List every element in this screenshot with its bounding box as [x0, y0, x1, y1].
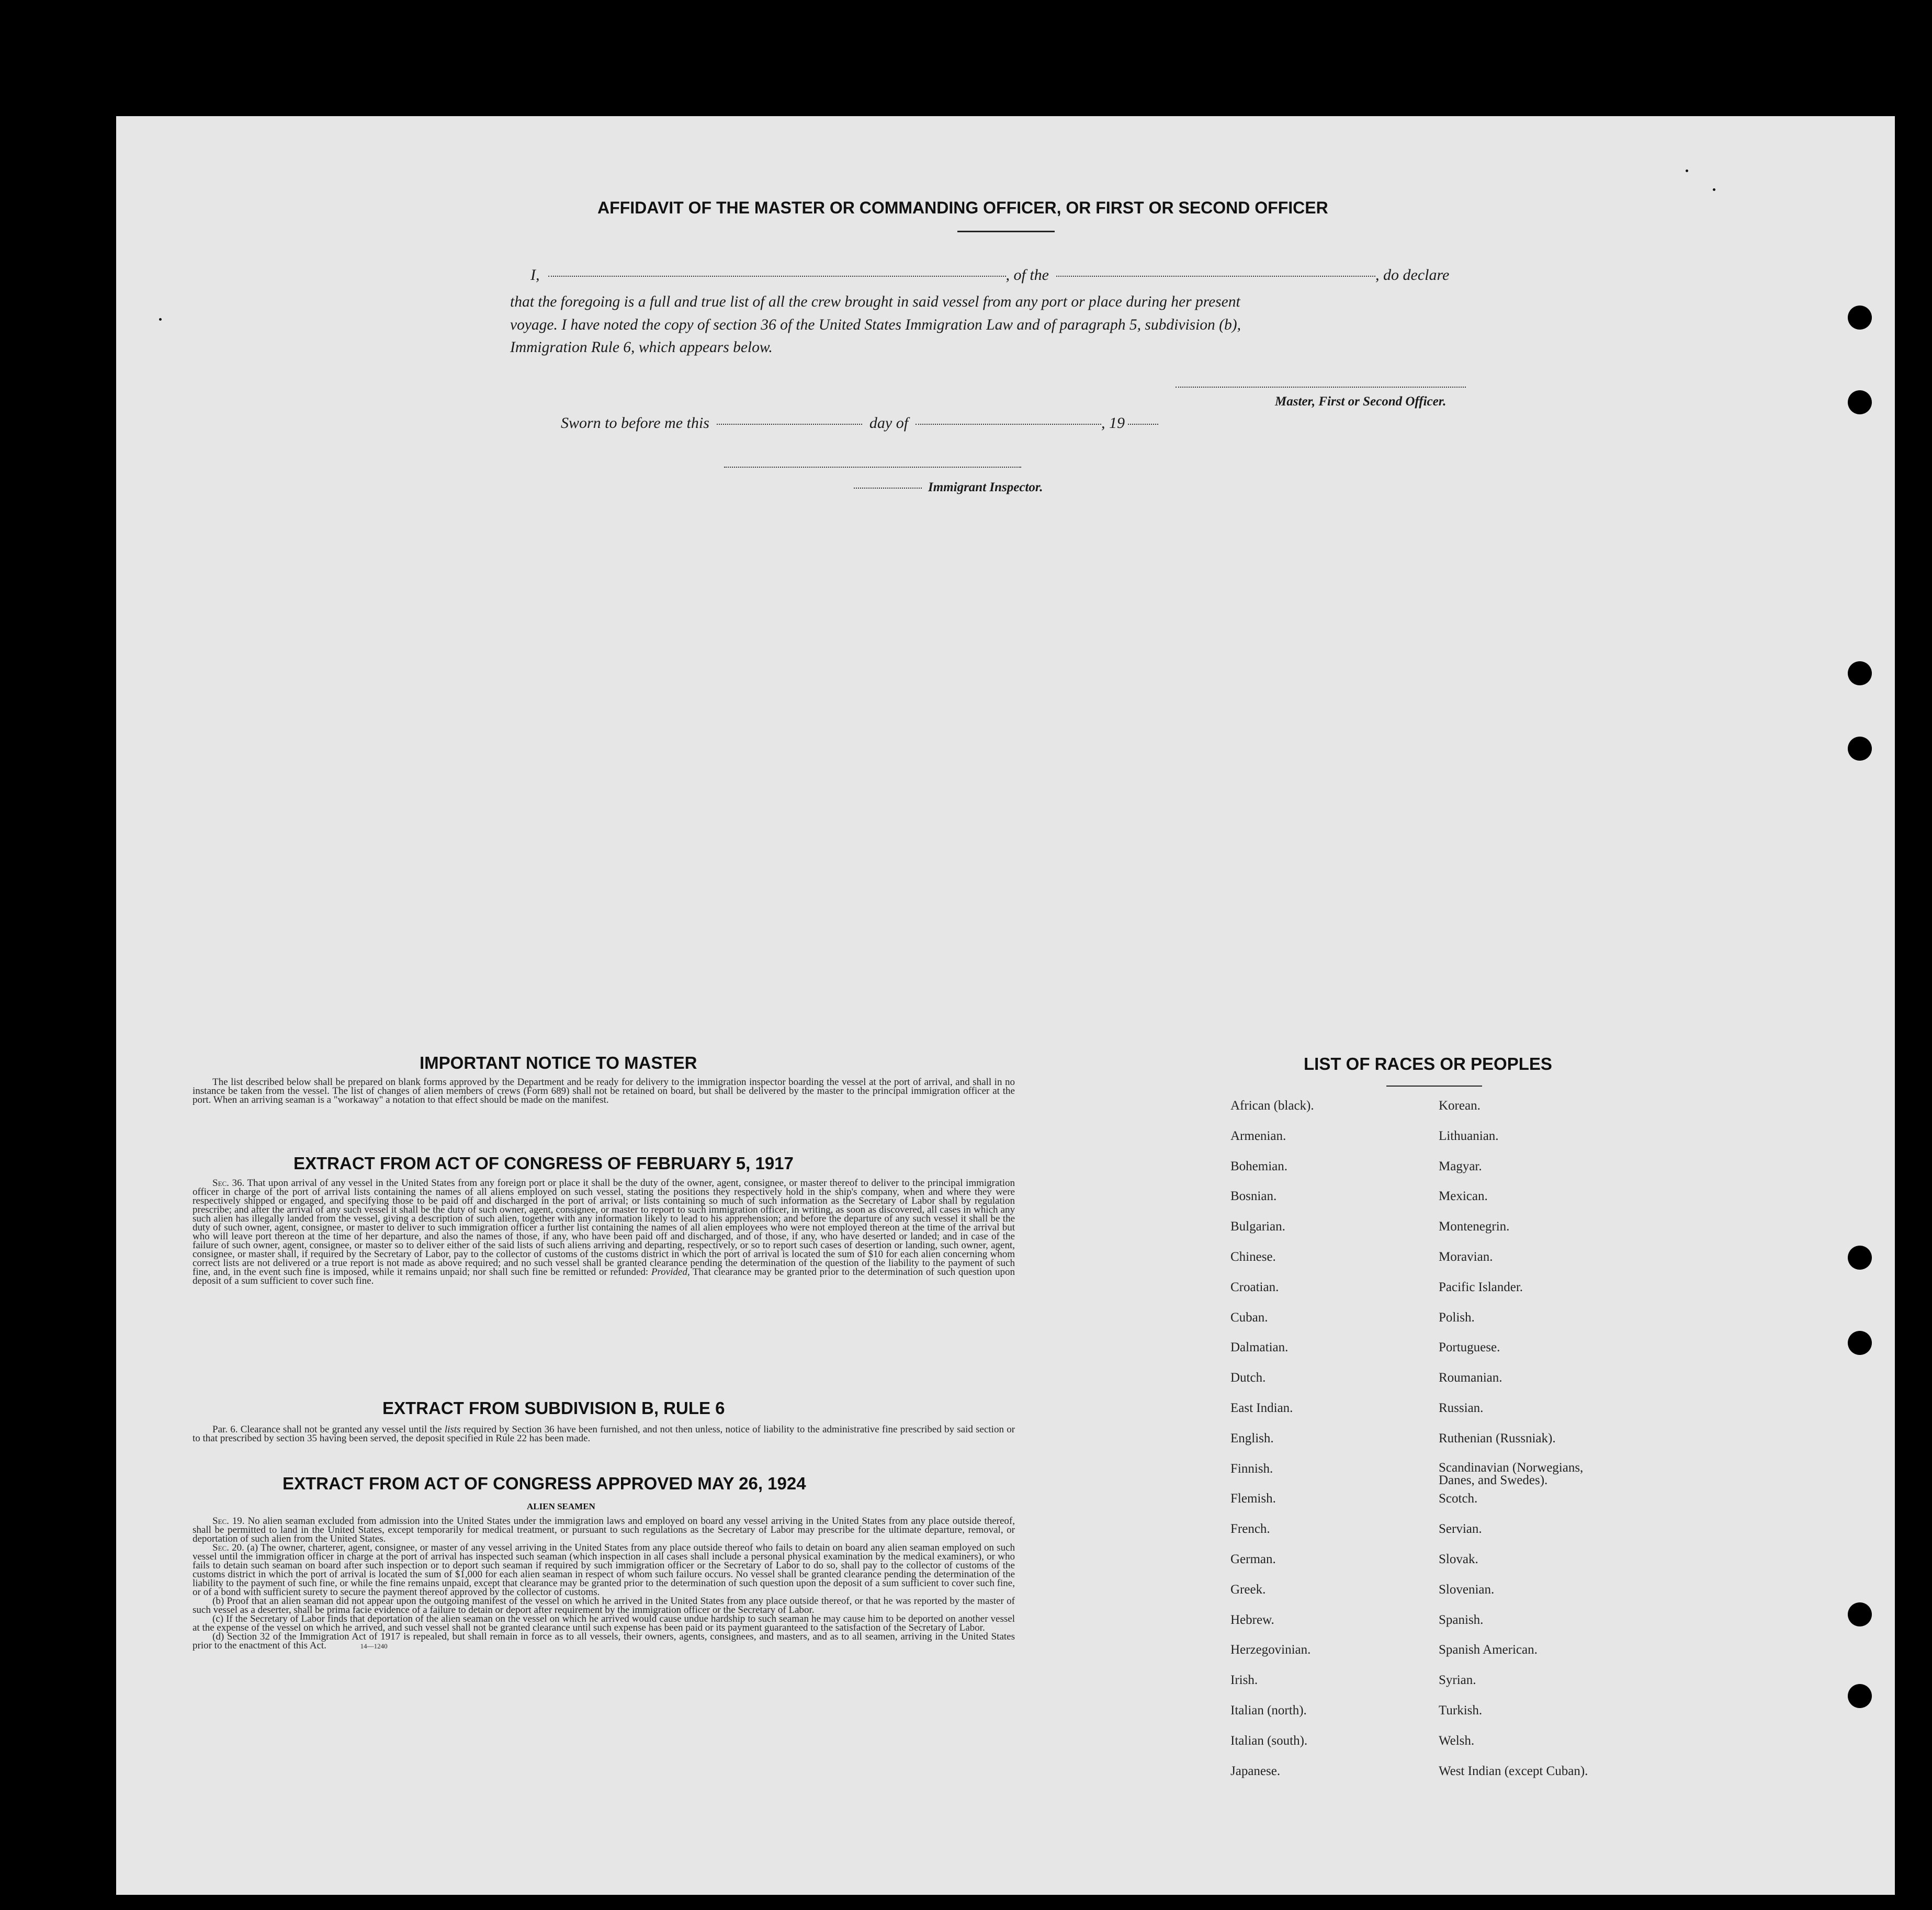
race-item: German. — [1230, 1552, 1276, 1566]
binder-hole — [1848, 1246, 1872, 1270]
sworn-year-field[interactable] — [1128, 424, 1158, 425]
sworn-month-field[interactable] — [916, 424, 1101, 425]
par-6-text-before: Par. 6. Clearance shall not be granted any vessel until the — [212, 1424, 442, 1435]
race-item: Welsh. — [1439, 1733, 1475, 1748]
race-item: Syrian. — [1439, 1673, 1476, 1688]
lists-word: lists — [444, 1424, 461, 1435]
race-item: Croatian. — [1230, 1280, 1279, 1294]
races-title-rule — [1386, 1086, 1482, 1087]
races-title: LIST OF RACES OR PEOPLES — [1304, 1054, 1552, 1073]
inspector-line — [854, 476, 1043, 499]
race-item: Bohemian. — [1230, 1159, 1288, 1173]
binder-hole — [1848, 737, 1872, 761]
form-page — [116, 116, 1895, 1895]
race-item: Slovenian. — [1439, 1582, 1495, 1597]
race-item: French. — [1230, 1522, 1270, 1536]
race-item: Scotch. — [1439, 1491, 1478, 1506]
sec-36-text: That upon arrival of any vessel in the United States from any foreign port or place it shall be the duty of the owner, agent, consignee, or master thereof to deliver to the principal immigration officer in charge of the port of arrival lists containing the names of all aliens employed on such vessel, stating the positions they respectively hold in the ship's company, when and where they were respectively shipped or engaged, and specifying those to be paid off and discharged in the port of arrival; or lists containing so much of such information as the Secretary of Labor shall by regulation prescribe; and after the arrival of any such vessel it shall be the duty of such owner, agent, consignee, or master to report to such immigration officer, in writing, as soon as discovered, all cases in which any such alien has illegally landed from the vessel, giving a description of such alien, together with any information likely to lead to his apprehension; and before the departure of any such vessel it shall be the duty of such owner, agent, consignee, or master to deliver to such immigration officer a further list containing the names of all alien employees who were not employed thereon at the time of the arrival but who will leave port thereon at the time of her departure, and also the names of those, if any, who have been paid off and discharged, and of those, if any, who have deserted or landed; and in case of the failure of such owner, agent, consignee, or master so to deliver either of the said lists of such aliens arriving and departing, respectively, or so to report such cases of desertion or landing, such owner, agent, consignee, or master shall, if required by the Secretary of Labor, pay to the collector of customs of the customs district in which the port of arrival is located the sum of $10 for each alien concerning whom correct lists are not delivered or a true report is not made as above required; and no such vessel shall be granted clearance pending the determination of the question of the liability to the payment of such fine, and, in the event such fine is imposed, while it remains unpaid; nor shall such fine be remitted or refunded: — [193, 1178, 1015, 1278]
master-signature-label: Master, First or Second Officer. — [1275, 394, 1447, 409]
race-item: Slovak. — [1439, 1552, 1478, 1566]
sec-20d-text: (d) Section 32 of the Immigration Act of 1917 is repealed, but shall remain in force as to all vessels, their owners, agents, consignees, and masters, and as to all seamen, arriving in the United States prior to the enactment of this Act. — [193, 1631, 1015, 1651]
race-item: African (black). — [1230, 1099, 1314, 1113]
section-36-paragraph — [193, 1179, 1015, 1285]
notice-paragraph: The list described below shall be prepared on blank forms approved by the Department and be ready for delivery to the immigration inspector boarding the vessel at the port of arrival, and shall in no instance be taken from the vessel. The list of changes of alien members of crews (Form 689) shall not be retained on board, but shall be delivered by the master to the principal immigration officer at the port. When an arriving seaman is a "workaway" a notation to that effect should be made on the manifest. — [193, 1077, 1015, 1105]
year-label: , 19 — [1101, 414, 1125, 432]
race-item: Bosnian. — [1230, 1189, 1277, 1204]
extract-rule6-text — [193, 1425, 1015, 1443]
binder-hole — [1848, 390, 1872, 414]
extract-1917-title: EXTRACT FROM ACT OF CONGRESS OF FEBRUARY 5, 1917 — [293, 1154, 794, 1173]
race-item: Mexican. — [1439, 1189, 1488, 1204]
ink-speck — [159, 318, 162, 321]
sec-36-label: Sec. 36. — [212, 1178, 245, 1189]
race-item: Armenian. — [1230, 1128, 1286, 1143]
section-20d-paragraph — [193, 1632, 1015, 1651]
race-item: Scandinavian (Norwegians, Danes, and Swedes). — [1439, 1460, 1584, 1487]
section-20a-paragraph — [193, 1543, 1015, 1597]
sworn-label: Sworn to before me this — [561, 414, 709, 432]
race-item: Spanish. — [1439, 1612, 1484, 1627]
binder-hole — [1848, 1602, 1872, 1626]
proviso-word: Provided, — [651, 1267, 690, 1278]
section-20b-paragraph: (b) Proof that an alien seaman did not appear upon the outgoing manifest of the vessel on which he arrived in the United States from any place outside thereof, or that he was reported by the master of such vessel as a deserter, shall be prima facie evidence of a failure to detain or deport after requirement by the immigration officer or the Secretary of Labor. — [193, 1596, 1015, 1615]
sec-19-label: Sec. 19. — [212, 1516, 245, 1527]
master-signature-line[interactable] — [1176, 387, 1466, 388]
race-item: West Indian (except Cuban). — [1439, 1764, 1588, 1778]
proviso-text: That clearance may be granted prior to the determination of such question upon deposit of a sum sufficient to cover such fine. — [193, 1267, 1015, 1286]
race-item: Dutch. — [1230, 1371, 1266, 1385]
race-item: Pacific Islander. — [1439, 1280, 1523, 1294]
binder-hole — [1848, 306, 1872, 330]
of-the-label: , of the — [1005, 266, 1049, 284]
affidavit-line-1 — [530, 264, 1449, 287]
races-left-column — [1230, 1099, 1419, 1794]
race-item: Hebrew. — [1230, 1612, 1274, 1627]
inspector-label: Immigrant Inspector. — [928, 480, 1043, 494]
binder-hole — [1848, 1684, 1872, 1708]
notice-title: IMPORTANT NOTICE TO MASTER — [420, 1053, 697, 1072]
race-item: Polish. — [1439, 1310, 1475, 1325]
section-20c-paragraph: (c) If the Secretary of Labor finds that deportation of the alien seaman on the vessel on which he arrived would cause undue hardship to such seaman he may cause him to be deported on another vessel at the expense of the vessel on which he arrived, and such vessel shall not be granted clearance until such expense has been paid or its payment guaranteed to the satisfaction of the Secretary of Labor. — [193, 1613, 1015, 1633]
race-item: Cuban. — [1230, 1310, 1268, 1325]
declare-label: , do declare — [1375, 266, 1450, 284]
race-item: Servian. — [1439, 1522, 1482, 1536]
sec-20a-text: (a) The owner, charterer, agent, consignee, or master of any vessel arriving in the United States from any place outside thereof who fails to detain on board any alien seaman employed on such vessel until the immigration officer in charge at the port of arrival has inspected such seaman (which inspection in all cases shall include a personal physical examination by the medical examiners), or who fails to detain such seaman on board after such inspection or to deport such seaman if required by such immigration officer or the Secretary of Labor to do so, shall pay to the collector of customs of the customs district in which the port of arrival is located the sum of $1,000 for each alien seaman in respect of whom such failure occurs. No vessel shall be granted clearance pending the determination of the liability to the payment of such fine, or while the fine remains unpaid, except that clearance may be granted prior to the determination of such question upon the deposit of a sum sufficient to cover such fine, or of a bond with sufficient surety to secure the payment thereof approved by the collector of customs. — [193, 1542, 1015, 1598]
races-right-column — [1439, 1099, 1679, 1794]
race-item: Japanese. — [1230, 1764, 1281, 1778]
race-item: Russian. — [1439, 1400, 1484, 1415]
race-item: Greek. — [1230, 1582, 1266, 1597]
race-item: English. — [1230, 1431, 1274, 1445]
race-item: East Indian. — [1230, 1400, 1293, 1415]
race-item: Herzegovinian. — [1230, 1643, 1311, 1657]
race-item: Irish. — [1230, 1673, 1258, 1688]
sec-19-text: No alien seaman excluded from admission into the United States under the immigration laws and employed on board any vessel arriving in the United States from any place outside thereof, shall be permitted to land in the United States, except temporarily for medical treatment, or pursuant to such regulations as the Secretary of Labor may prescribe for the ultimate departure, removal, or deportation of such alien from the United States. — [193, 1516, 1015, 1544]
affidavit-line-2: that the foregoing is a full and true list of all the crew brought in said vessel from any port or place during her present — [510, 293, 1240, 310]
inspector-name-field[interactable] — [854, 488, 922, 489]
race-item: Montenegrin. — [1439, 1219, 1510, 1234]
declarant-name-field[interactable] — [548, 276, 1006, 277]
race-item: Korean. — [1439, 1099, 1481, 1113]
section-19-paragraph — [193, 1517, 1015, 1543]
race-item: Roumanian. — [1439, 1371, 1502, 1385]
extract-1917-text — [193, 1179, 1015, 1285]
declarant-label: I, — [530, 266, 540, 284]
extract-rule6-title: EXTRACT FROM SUBDIVISION B, RULE 6 — [382, 1398, 725, 1418]
race-item: Moravian. — [1439, 1249, 1493, 1264]
race-item: Lithuanian. — [1439, 1128, 1499, 1143]
notice-text — [193, 1078, 1015, 1104]
binder-hole — [1848, 661, 1872, 685]
affidavit-title: AFFIDAVIT OF THE MASTER OR COMMANDING OFFICER, OR FIRST OR SECOND OFFICER — [597, 198, 1328, 217]
par-6-text-after: required by Section 36 have been furnished, and not then unless, notice of liability to the administrative fine prescribed by said section or to that prescribed by section 35 having been served, the deposit specified in Rule 22 has been made. — [193, 1424, 1015, 1444]
race-item: Turkish. — [1439, 1703, 1483, 1717]
race-item: Chinese. — [1230, 1249, 1276, 1264]
sworn-line — [561, 412, 1158, 435]
alien-seamen-subtitle: ALIEN SEAMEN — [527, 1501, 595, 1511]
ink-speck — [1686, 169, 1688, 172]
race-item: Bulgarian. — [1230, 1219, 1285, 1234]
race-item: Finnish. — [1230, 1461, 1273, 1476]
affidavit-line-4: Immigration Rule 6, which appears below. — [510, 339, 773, 356]
form-number: 14—1240 — [360, 1642, 388, 1650]
title-rule — [957, 231, 1055, 232]
par-6-paragraph — [193, 1425, 1015, 1443]
race-item: Spanish American. — [1439, 1643, 1538, 1657]
day-of-label: day of — [869, 414, 909, 432]
extract-1924-text — [193, 1517, 1015, 1651]
race-item: Flemish. — [1230, 1491, 1276, 1506]
inspector-signature-line[interactable] — [724, 467, 1021, 468]
extract-1924-title: EXTRACT FROM ACT OF CONGRESS APPROVED MAY 26, 1924 — [283, 1474, 806, 1493]
race-item: Ruthenian (Russniak). — [1439, 1431, 1556, 1445]
vessel-name-field[interactable] — [1056, 276, 1375, 277]
race-item: Magyar. — [1439, 1159, 1482, 1173]
race-item: Dalmatian. — [1230, 1340, 1289, 1355]
sworn-day-field[interactable] — [717, 424, 862, 425]
race-item: Italian (north). — [1230, 1703, 1307, 1717]
sec-20-label: Sec. 20. — [212, 1542, 244, 1553]
affidavit-line-3: voyage. I have noted the copy of section 36 of the United States Immigration Law and of paragraph 5, subdivision (b), — [510, 317, 1241, 333]
race-item: Italian (south). — [1230, 1733, 1308, 1748]
ink-speck — [1713, 188, 1715, 191]
binder-hole — [1848, 1331, 1872, 1355]
race-item: Portuguese. — [1439, 1340, 1500, 1355]
